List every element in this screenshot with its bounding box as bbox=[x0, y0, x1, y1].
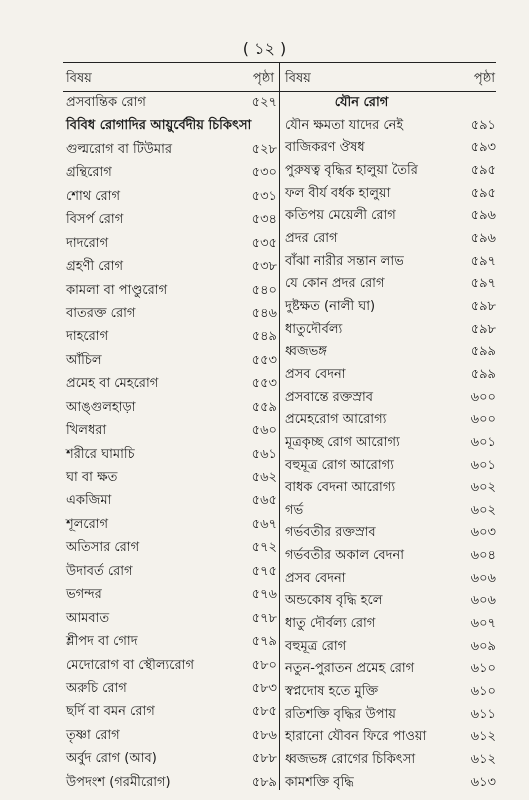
entry-title: গ্রহণী রোগ bbox=[66, 259, 123, 275]
entry-title: মূত্রকৃচ্ছ রোগ আরোগ্য bbox=[285, 434, 400, 450]
index-entry bbox=[63, 749, 277, 769]
entry-title: অর্বুদ রোগ (আব) bbox=[66, 751, 157, 767]
entry-page: ৬০৬ bbox=[470, 570, 496, 586]
entry-title: অন্ডকোষ বৃদ্ধি হলে bbox=[285, 593, 383, 609]
entry-title: যৌন ক্ষমতা যাদের নেই bbox=[285, 117, 404, 133]
index-entry bbox=[282, 569, 496, 589]
index-entry bbox=[63, 585, 277, 605]
index-entry bbox=[282, 206, 496, 226]
entry-page: ৬১২ bbox=[470, 752, 496, 768]
entry-page: ৬১০ bbox=[470, 661, 496, 677]
entry-page: ৫৯৬ bbox=[470, 230, 496, 246]
entry-title: প্রমেহরোগ আরোগ্য bbox=[285, 412, 387, 428]
left-page-header: পৃষ্ঠা bbox=[252, 71, 274, 86]
section-heading bbox=[282, 93, 496, 113]
entry-page: ৫৩৮ bbox=[251, 259, 277, 275]
entry-page: ৫৩৫ bbox=[251, 235, 277, 251]
entry-title: শূলরোগ bbox=[66, 516, 109, 532]
entry-page: ৫৮০ bbox=[251, 657, 277, 673]
entry-page: ৫৬৫ bbox=[251, 493, 277, 509]
entry-title: দাদরোগ bbox=[66, 235, 109, 251]
entry-page: ৫৯৮ bbox=[470, 321, 496, 337]
entry-page: ৫৯৫ bbox=[470, 185, 496, 201]
entry-page: ৫৪৯ bbox=[251, 329, 277, 345]
index-entry bbox=[63, 140, 277, 160]
index-entry bbox=[63, 93, 277, 113]
index-entry bbox=[282, 274, 496, 294]
index-entry bbox=[282, 614, 496, 634]
index-entry bbox=[63, 515, 277, 535]
entry-page: ৬১০ bbox=[470, 684, 496, 700]
entry-page: ৬০৬ bbox=[470, 593, 496, 609]
entry-title: পুরুষত্ব বৃদ্ধির হালুয়া তৈরি bbox=[285, 162, 418, 178]
entry-page: ৫৯৭ bbox=[470, 253, 496, 269]
entry-page: ৫৬২ bbox=[251, 470, 277, 485]
entry-title: আঙ্গুলহাড়া bbox=[66, 399, 136, 415]
index-entry bbox=[63, 163, 277, 183]
entry-title: উপদংশ (গরমীরোগ) bbox=[66, 774, 171, 790]
index-entry bbox=[282, 161, 496, 181]
entry-title: বিবিধ রোগাদির আয়ুর্বেদীয় চিকিৎসা bbox=[66, 118, 252, 134]
index-entry bbox=[63, 609, 277, 629]
entry-page: ৫৮৫ bbox=[251, 704, 277, 720]
entry-title: যে কোন প্রদর রোগ bbox=[285, 276, 385, 292]
index-entry bbox=[63, 257, 277, 277]
entry-page: ৫৯৫ bbox=[470, 162, 496, 178]
entry-title: বাজিকরণ ঔষধ bbox=[285, 140, 365, 156]
entry-page: ৫৫৩ bbox=[251, 376, 277, 392]
entry-title: দাহরোগ bbox=[66, 329, 109, 345]
entry-title: উদাবর্ত রোগ bbox=[66, 563, 133, 579]
entry-title: গর্ভ bbox=[285, 502, 304, 518]
entry-page: ৬০২ bbox=[470, 502, 496, 518]
entry-page: ৫৬১ bbox=[251, 446, 277, 462]
index-entry bbox=[63, 421, 277, 441]
entry-page: ৫৯৩ bbox=[470, 140, 496, 156]
entry-title: ধ্বজভঙ্গ রোগের চিকিৎসা bbox=[285, 752, 416, 768]
index-entry bbox=[63, 679, 277, 699]
index-entry bbox=[282, 365, 496, 385]
index-entry bbox=[63, 773, 277, 793]
left-column bbox=[63, 93, 277, 793]
entry-title: বহুমূত্র রোগ bbox=[285, 638, 347, 654]
entry-page: ৫৮৬ bbox=[251, 727, 277, 743]
entry-title: গ্রন্থিরোগ bbox=[66, 165, 112, 181]
entry-title: প্রসব বেদনা bbox=[285, 366, 346, 382]
entry-page: ৬০১ bbox=[470, 457, 496, 473]
entry-title: শোথ রোগ bbox=[66, 188, 121, 204]
entry-title: মেদোরোগ বা স্থৌল্যরোগ bbox=[66, 657, 194, 673]
index-entry bbox=[282, 637, 496, 657]
entry-page: ৫৯১ bbox=[470, 117, 496, 133]
index-entry bbox=[282, 682, 496, 702]
index-entry bbox=[63, 562, 277, 582]
index-entry bbox=[63, 351, 277, 371]
index-entry bbox=[282, 659, 496, 679]
entry-title: ধ্বজভঙ্গ bbox=[285, 344, 327, 360]
section-heading bbox=[63, 116, 277, 136]
column-divider bbox=[279, 62, 280, 790]
index-entry bbox=[282, 297, 496, 317]
index-entry bbox=[282, 546, 496, 566]
entry-title: কামশক্তি বৃদ্ধি bbox=[285, 774, 354, 790]
index-entry bbox=[282, 184, 496, 204]
index-entry bbox=[63, 702, 277, 722]
index-entry bbox=[63, 304, 277, 324]
entry-title: ভগন্দর bbox=[66, 587, 102, 603]
entry-title: নতুন-পুরাতন প্রমেহ রোগ bbox=[285, 661, 415, 677]
entry-title: স্বপ্নদোষ হতে মুক্তি bbox=[285, 684, 379, 700]
entry-page: ৫৯৬ bbox=[470, 208, 496, 224]
entry-title: তৃষ্ণা রোগ bbox=[66, 727, 120, 743]
index-entry bbox=[282, 727, 496, 747]
entry-title: কতিপয় মেয়েলী রোগ bbox=[285, 208, 396, 224]
entry-page: ৬১২ bbox=[470, 729, 496, 745]
entry-page: ৫৫৯ bbox=[251, 399, 277, 415]
entry-page: ৫৩৪ bbox=[251, 212, 277, 228]
index-entry bbox=[282, 501, 496, 521]
entry-page: ৫৫৩ bbox=[251, 352, 277, 368]
entry-title: দুষ্টক্ষত (নালী ঘা) bbox=[285, 298, 376, 314]
entry-page: ৫৯৯ bbox=[470, 344, 496, 360]
index-entry bbox=[63, 187, 277, 207]
entry-page: ৫৩১ bbox=[251, 188, 277, 204]
entry-page: ৬০২ bbox=[470, 480, 496, 496]
entry-title: একজিমা bbox=[66, 493, 112, 509]
index-entry bbox=[282, 320, 496, 340]
entry-page: ৫৭৮ bbox=[251, 610, 277, 626]
entry-title: প্রসবান্তে রক্তস্রাব bbox=[285, 389, 374, 405]
entry-title: প্রমেহ বা মেহরোগ bbox=[66, 376, 159, 392]
entry-page: ৬০৪ bbox=[470, 548, 496, 564]
entry-title: অরুচি রোগ bbox=[66, 680, 127, 696]
entry-title: খিলধরা bbox=[66, 423, 107, 439]
index-entry bbox=[63, 491, 277, 511]
entry-title: ফল বীর্য বর্ধক হালুয়া bbox=[285, 185, 391, 201]
index-entry bbox=[63, 468, 277, 488]
index-entry bbox=[282, 116, 496, 136]
entry-page: ৫৮৩ bbox=[251, 680, 277, 696]
index-entry bbox=[63, 656, 277, 676]
index-entry bbox=[282, 342, 496, 362]
entry-title: ধাতুদৌর্বল্য bbox=[285, 321, 343, 337]
entry-title: বাঁঝা নারীর সন্তান লাভ bbox=[285, 253, 404, 269]
entry-page: ৫৯৯ bbox=[470, 366, 496, 382]
entry-title: প্রসব বেদনা bbox=[285, 570, 346, 586]
entry-page: ৫২৭ bbox=[251, 95, 277, 110]
entry-title: ধাতু দৌর্বল্য রোগ bbox=[285, 616, 376, 632]
index-entry bbox=[63, 445, 277, 465]
entry-page: ৬০০ bbox=[470, 412, 496, 428]
entry-page: ৫৭২ bbox=[251, 540, 277, 556]
entry-page: ৬১১ bbox=[470, 706, 496, 722]
index-entry bbox=[282, 591, 496, 611]
entry-title: শ্লীপদ বা গোদ bbox=[66, 634, 138, 650]
index-entry bbox=[63, 281, 277, 301]
index-entry bbox=[63, 234, 277, 254]
entry-page: ৫৯৭ bbox=[470, 276, 496, 292]
index-entry bbox=[63, 327, 277, 347]
entry-title: বহুমূত্র রোগ আরোগ্য bbox=[285, 457, 394, 473]
left-subject-header: বিষয় bbox=[66, 71, 92, 86]
right-column bbox=[282, 93, 496, 793]
entry-title: গর্ভবতীর রক্তস্রাব bbox=[285, 525, 376, 541]
entry-page: ৫২৮ bbox=[251, 141, 277, 157]
entry-page: ৫৩০ bbox=[251, 165, 277, 181]
index-entry bbox=[282, 252, 496, 272]
entry-page: ৫৯৮ bbox=[470, 298, 496, 314]
entry-page: ৬০৩ bbox=[470, 525, 496, 541]
index-entry bbox=[282, 750, 496, 770]
index-entry bbox=[282, 229, 496, 249]
entry-page: ৫৮৯ bbox=[251, 774, 277, 790]
index-entry bbox=[63, 726, 277, 746]
entry-page: ৬০০ bbox=[470, 389, 496, 405]
right-subject-header: বিষয় bbox=[285, 71, 311, 86]
entry-title: ছর্দি বা বমন রোগ bbox=[66, 704, 155, 720]
entry-page: ৫৭৯ bbox=[251, 634, 277, 650]
entry-page: ৫৪০ bbox=[251, 282, 277, 298]
index-entry bbox=[282, 773, 496, 793]
entry-title: কামলা বা পাণ্ডুরোগ bbox=[66, 282, 168, 298]
entry-title: প্রসবান্তিক রোগ bbox=[66, 95, 146, 110]
entry-title: বিসর্প রোগ bbox=[66, 212, 124, 228]
index-entry bbox=[63, 632, 277, 652]
entry-title: বাতরক্ত রোগ bbox=[66, 305, 136, 321]
right-page-header: পৃষ্ঠা bbox=[473, 71, 495, 86]
entry-page: ৫৬৭ bbox=[251, 516, 277, 532]
index-entry bbox=[282, 388, 496, 408]
entry-page: ৫৮৮ bbox=[251, 751, 277, 767]
entry-page: ৬০১ bbox=[470, 434, 496, 450]
index-entry bbox=[63, 398, 277, 418]
entry-title: বাধক বেদনা আরোগ্য bbox=[285, 480, 396, 496]
index-entry bbox=[282, 523, 496, 543]
entry-title: অতিসার রোগ bbox=[66, 540, 140, 556]
index-entry bbox=[282, 456, 496, 476]
index-entry bbox=[63, 374, 277, 394]
index-entry bbox=[63, 538, 277, 558]
entry-title: প্রদর রোগ bbox=[285, 230, 338, 246]
entry-title: হারানো যৌবন ফিরে পাওয়া bbox=[285, 729, 427, 745]
entry-page: ৫৪৬ bbox=[251, 305, 277, 321]
page-number: ( ১২ ) bbox=[242, 39, 287, 58]
entry-page: ৬১৩ bbox=[470, 774, 496, 790]
entry-title: শরীরে ঘামাচি bbox=[66, 446, 135, 462]
index-entry bbox=[282, 410, 496, 430]
entry-page: ৫৭৬ bbox=[251, 587, 277, 603]
index-entry bbox=[282, 433, 496, 453]
index-entry bbox=[282, 705, 496, 725]
entry-title: আঁচিল bbox=[66, 352, 102, 368]
entry-title: যৌন রোগ bbox=[334, 95, 389, 110]
entry-title: ঘা বা ক্ষত bbox=[66, 470, 118, 485]
entry-page: ৬০৭ bbox=[470, 616, 496, 632]
entry-title: রতিশক্তি বৃদ্ধির উপায় bbox=[285, 706, 396, 722]
entry-title: আমবাত bbox=[66, 610, 110, 626]
entry-page: ৫৭৫ bbox=[251, 563, 277, 579]
entry-title: গুল্মরোগ বা টিউমার bbox=[66, 141, 173, 157]
index-entry bbox=[282, 478, 496, 498]
index-entry bbox=[282, 138, 496, 158]
index-entry bbox=[63, 210, 277, 230]
entry-title: গর্ভবতীর অকাল বেদনা bbox=[285, 548, 405, 564]
entry-page: ৫৬০ bbox=[251, 423, 277, 439]
entry-page: ৬০৯ bbox=[470, 638, 496, 654]
